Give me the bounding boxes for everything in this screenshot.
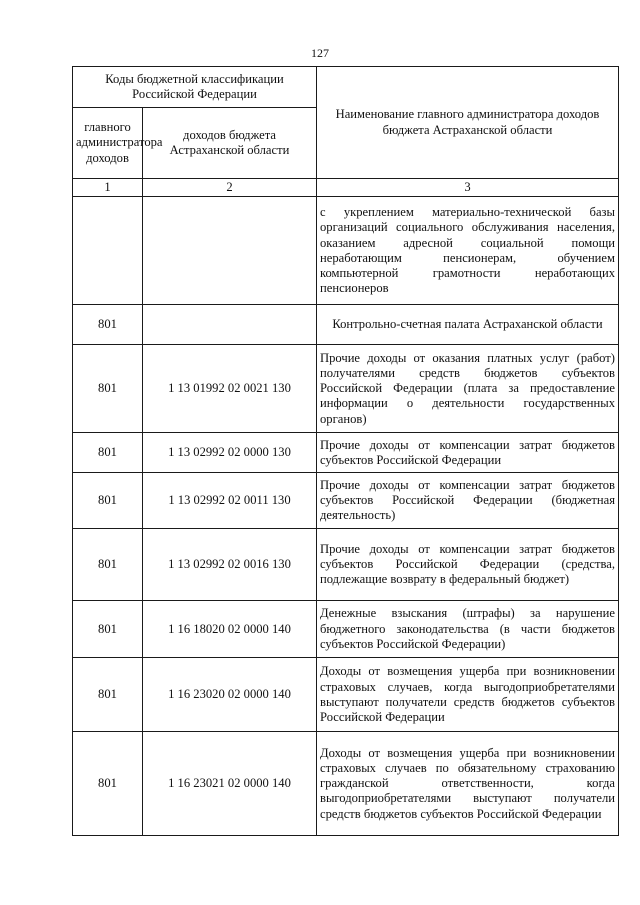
table-row — [73, 473, 619, 529]
column-number-3: 3 — [317, 179, 619, 197]
admin-code-cell: 801 — [73, 433, 143, 473]
column-number-1: 1 — [73, 179, 143, 197]
header-codes-group: Коды бюджетной классификации Российской Федерации — [73, 67, 317, 108]
table-row — [73, 529, 619, 601]
admin-code-cell: 801 — [73, 529, 143, 601]
income-code-cell: 1 13 02992 02 0000 130 — [143, 433, 317, 473]
header-income-code: доходов бюджета Астраханской области — [143, 108, 317, 179]
income-name-cell: Прочие доходы от компенсации затрат бюджетов субъектов Российской Федерации (бюджетная деятельность) — [317, 473, 619, 529]
table-row — [73, 305, 619, 345]
income-name-cell: Доходы от возмещения ущерба при возникновении страховых случаев по обязательному страхованию гражданской ответственности, когда выгодоприобретателями выступают получатели средств бюджетов субъектов Российской Федерации — [317, 732, 619, 836]
header-row-numbers — [73, 179, 619, 197]
income-name-cell: Прочие доходы от компенсации затрат бюджетов субъектов Российской Федерации (средства, подлежащие возврату в федеральный бюджет) — [317, 529, 619, 601]
table-row — [73, 601, 619, 658]
table-row — [73, 658, 619, 732]
income-name-cell: Прочие доходы от оказания платных услуг (работ) получателями средств бюджетов субъектов Российской Федерации (плата за предоставление информации о деятельности государственных органов) — [317, 345, 619, 433]
income-name-cell: с укреплением материально-технической базы организаций социального обслуживания населения, оказанием адресной социальной помощи неработающим пенсионерам, обучением компьютерной грамотности неработающих пенсионеров — [317, 197, 619, 305]
table-row — [73, 345, 619, 433]
income-code-cell: 1 13 01992 02 0021 130 — [143, 345, 317, 433]
table-row — [73, 197, 619, 305]
income-code-cell: 1 16 18020 02 0000 140 — [143, 601, 317, 658]
admin-code-cell: 801 — [73, 601, 143, 658]
income-code-cell — [143, 305, 317, 345]
admin-code-cell: 801 — [73, 732, 143, 836]
income-name-cell: Доходы от возмещения ущерба при возникновении страховых случаев, когда выгодоприобретателями выступают получатели средств бюджетов субъектов Российской Федерации — [317, 658, 619, 732]
page-number: 127 — [311, 46, 329, 60]
admin-code-cell: 801 — [73, 658, 143, 732]
column-number-2: 2 — [143, 179, 317, 197]
header-admin-name: Наименование главного администратора доходов бюджета Астраханской области — [317, 67, 619, 179]
admin-code-cell: 801 — [73, 305, 143, 345]
admin-code-cell: 801 — [73, 345, 143, 433]
header-row-group — [73, 67, 619, 108]
admin-code-cell: 801 — [73, 473, 143, 529]
table-row — [73, 433, 619, 473]
income-name-cell: Прочие доходы от компенсации затрат бюджетов субъектов Российской Федерации — [317, 433, 619, 473]
budget-table — [72, 66, 619, 836]
income-code-cell: 1 13 02992 02 0016 130 — [143, 529, 317, 601]
income-code-cell: 1 13 02992 02 0011 130 — [143, 473, 317, 529]
income-code-cell: 1 16 23021 02 0000 140 — [143, 732, 317, 836]
header-admin-code: главного администратора доходов — [73, 108, 143, 179]
income-name-cell: Денежные взыскания (штрафы) за нарушение бюджетного законодательства (в части бюджетов субъектов Российской Федерации) — [317, 601, 619, 658]
income-name-cell: Контрольно-счетная палата Астраханской области — [317, 305, 619, 345]
income-code-cell: 1 16 23020 02 0000 140 — [143, 658, 317, 732]
table-row — [73, 732, 619, 836]
admin-code-cell — [73, 197, 143, 305]
income-code-cell — [143, 197, 317, 305]
